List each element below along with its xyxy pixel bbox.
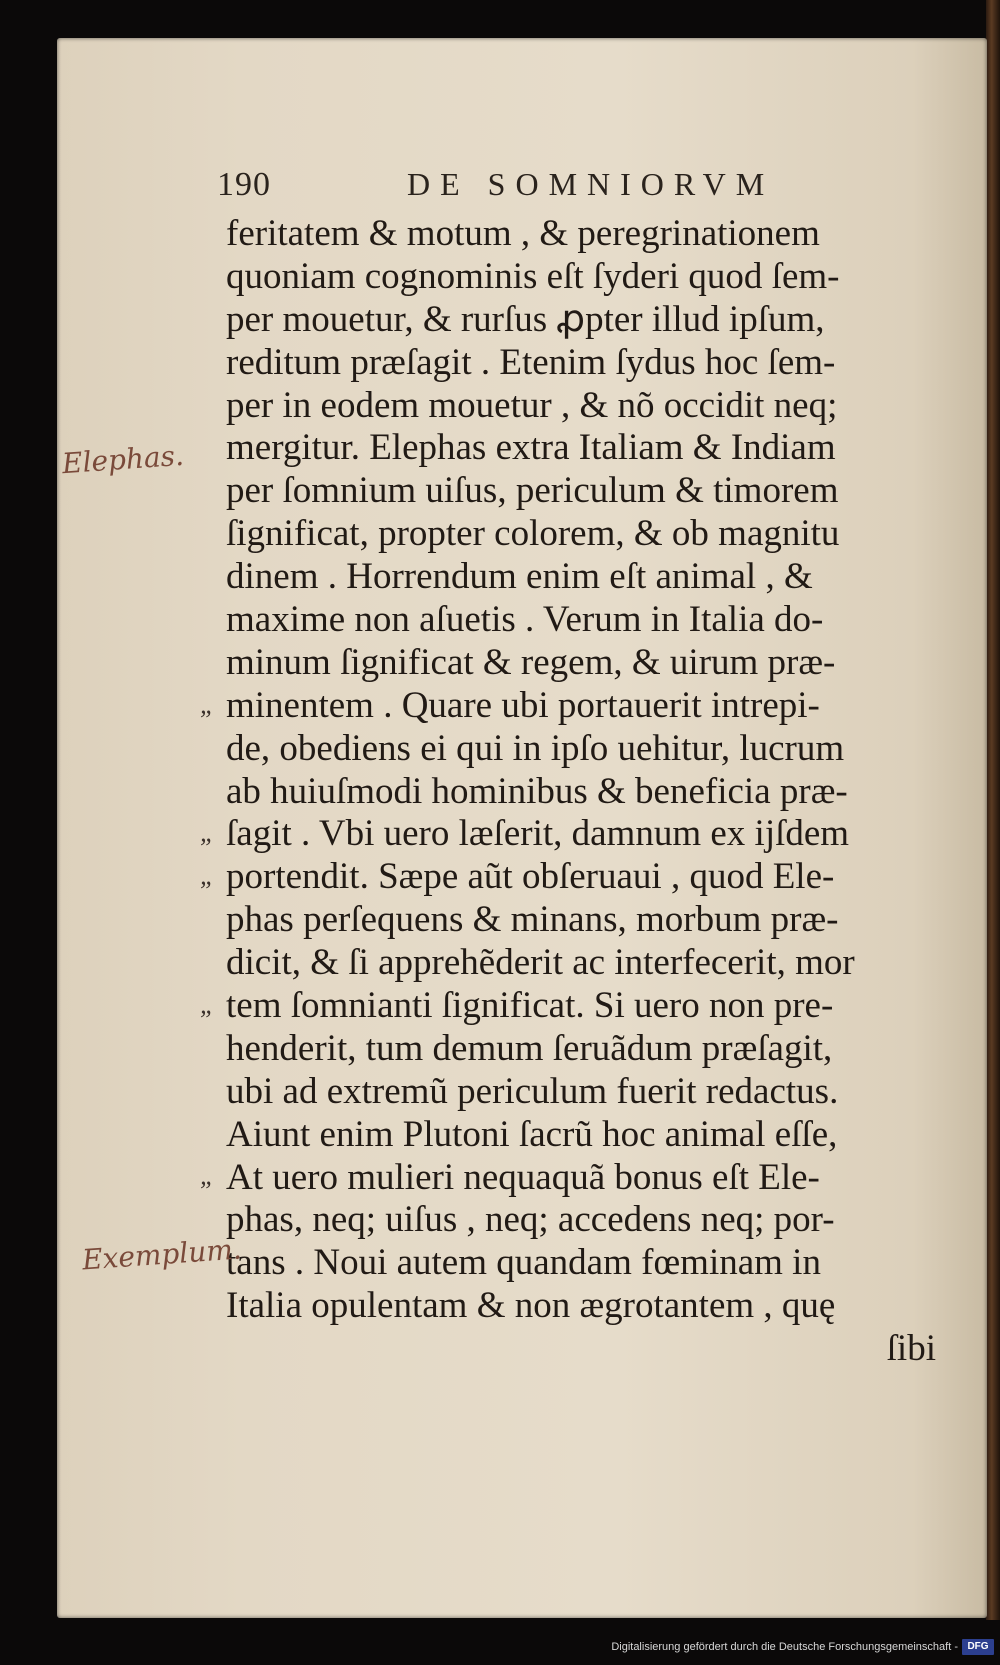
marginal-quote-mark: „ bbox=[200, 861, 215, 890]
marginal-quote-mark: „ bbox=[200, 1161, 215, 1190]
text-line: Aiunt enim Plutoni ſacrũ hoc animal eſſe, bbox=[226, 1113, 838, 1155]
text-line: feritatem & motum , & peregrinationem bbox=[226, 213, 820, 254]
text-line: At uero mulieri nequaquã bonus eſt Ele- bbox=[226, 1156, 820, 1198]
text-line: reditum præſagit . Etenim ſydus hoc ſem- bbox=[226, 341, 836, 383]
running-title: DE SOMNIORVM bbox=[407, 166, 775, 202]
text-line: Italia opulentam & non ægrotantem , quę bbox=[226, 1285, 836, 1327]
text-line: portendit. Sæpe aũt obſeruaui , quod Ele- bbox=[226, 856, 835, 898]
page-number: 190 bbox=[217, 166, 271, 203]
text-line: henderit, tum demum ſeruãdum præſagit, bbox=[226, 1027, 833, 1069]
text-line: per mouetur, & rurſus ꝓpter illud ipſum, bbox=[226, 298, 825, 340]
book-edge bbox=[986, 0, 1000, 1620]
text-line: per in eodem mouetur , & nõ occidit neq; bbox=[226, 384, 838, 426]
text-line: phas, neq; uiſus , neq; accedens neq; por- bbox=[226, 1199, 835, 1241]
footer-bar bbox=[0, 1620, 1000, 1665]
marginal-quote-mark: „ bbox=[200, 818, 215, 847]
catchword: ſibi bbox=[886, 1328, 936, 1370]
text-line: maxime non aſuetis . Verum in Italia do- bbox=[226, 599, 824, 641]
text-line: ubi ad extremũ periculum fuerit redactus. bbox=[226, 1070, 839, 1112]
text-line: de, obediens ei qui in ipſo uehitur, lucrum bbox=[226, 727, 845, 769]
marginal-note-elephas: Elephas. bbox=[60, 438, 185, 481]
text-line: dinem . Horrendum enim eſt animal , & bbox=[226, 556, 813, 598]
text-line: minum ſignificat & regem, & uirum præ- bbox=[226, 641, 836, 683]
text-block bbox=[226, 213, 936, 1371]
text-line: ab huiuſmodi hominibus & beneficia præ- bbox=[226, 770, 848, 812]
marginal-quote-mark: „ bbox=[200, 990, 215, 1019]
marginal-quote-mark: „ bbox=[200, 690, 215, 719]
text-line: per ſomnium uiſus, periculum & timorem bbox=[226, 470, 839, 512]
text-line: mergitur. Elephas extra Italiam & Indiam bbox=[226, 427, 836, 469]
text-line: minentem . Quare ubi portauerit intrepi- bbox=[226, 684, 820, 726]
text-line: quoniam cognominis eſt ſyderi quod ſem- bbox=[226, 255, 840, 297]
dfg-logo: DFG bbox=[962, 1639, 994, 1655]
running-head bbox=[217, 166, 897, 208]
text-line: ſignificat, propter colorem, & ob magnitu bbox=[226, 513, 840, 555]
book-page bbox=[57, 38, 987, 1618]
text-line: phas perſequens & minans, morbum præ- bbox=[226, 899, 839, 941]
footer-credit: Digitalisierung gefördert durch die Deutsche Forschungsgemeinschaft - bbox=[611, 1641, 958, 1653]
text-line: tans . Noui autem quandam fœminam in bbox=[226, 1242, 821, 1284]
text-line: tem ſomnianti ſignificat. Si uero non pre- bbox=[226, 985, 834, 1027]
text-line: ſagit . Vbi uero læſerit, damnum ex ijſdem bbox=[226, 813, 850, 855]
text-line: dicit, & ſi apprehẽderit ac interfecerit, mor bbox=[226, 942, 855, 984]
marginal-note-exemplum: Exemplum. bbox=[81, 1232, 243, 1277]
